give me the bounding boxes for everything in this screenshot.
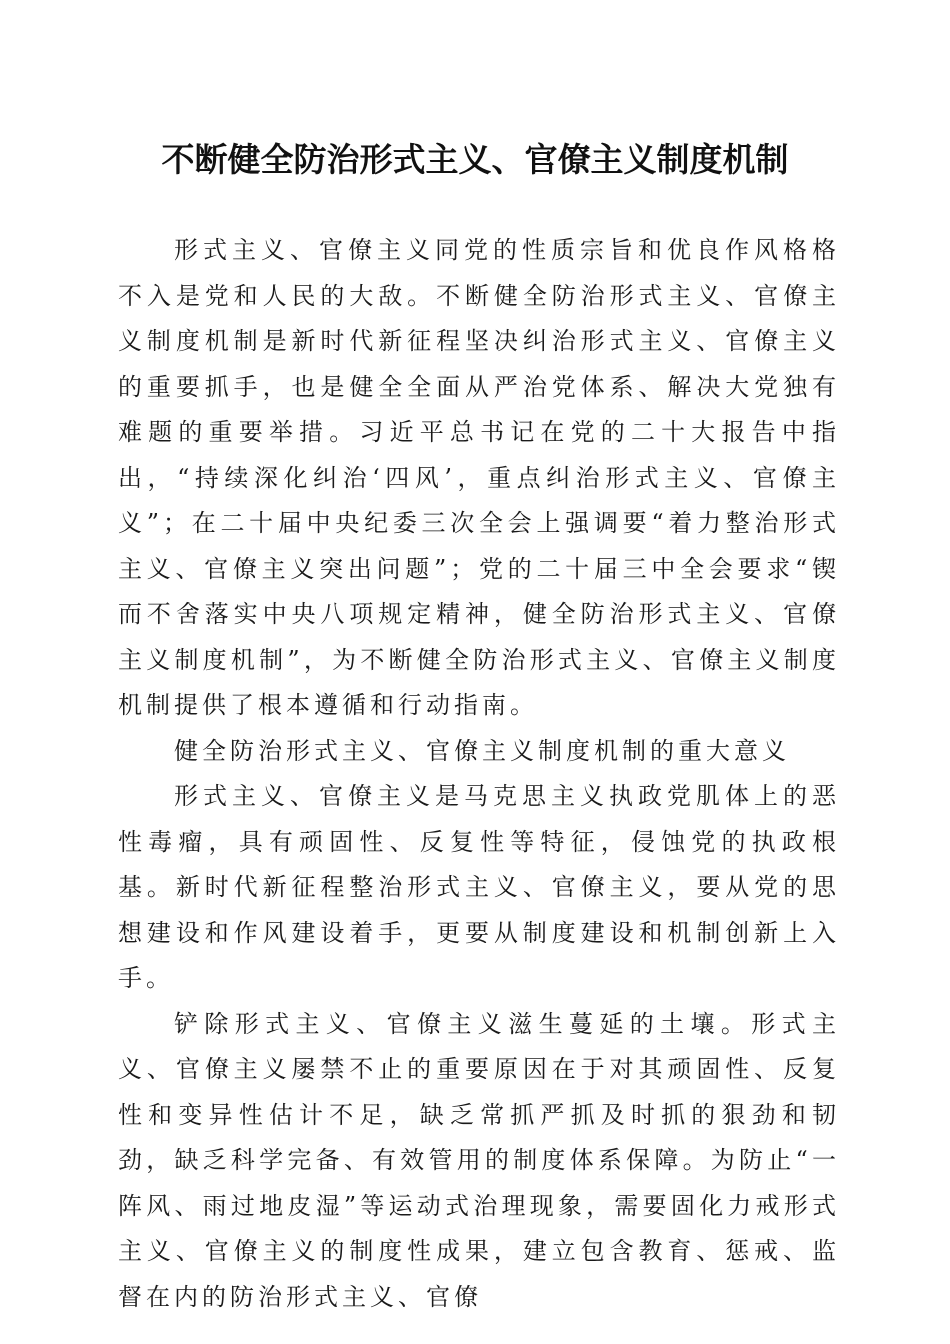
body-paragraph-3: 铲除形式主义、官僚主义滋生蔓延的土壤。形式主义、官僚主义屡禁不止的重要原因在于对其顽固性、反复性和变异性估计不足，缺乏常抓严抓及时抓的狠劲和韧劲，缺乏科学完备、有效管用的制度体系保障。为防止“一阵风、雨过地皮湿”等运动式治理现象，需要固化力戒形式主义、官僚主义的制度性成果，建立包含教育、惩戒、监督在内的防治形式主义、官僚: [118, 1009, 840, 1311]
body-paragraph-1: 形式主义、官僚主义同党的性质宗旨和优良作风格格不入是党和人民的大敌。不断健全防治形式主义、官僚主义制度机制是新时代新征程坚决纠治形式主义、官僚主义的重要抓手，也是健全全面从严治党体系、解决大党独有难题的重要举措。习近平总书记在党的二十大报告中指出，“持续深化纠治‘四风’，重点纠治形式主义、官僚主义”；在二十届中央纪委三次全会上强调要“着力整治形式主义、官僚主义突出问题”；党的二十届三中全会要求“锲而不舍落实中央八项规定精神，健全防治形式主义、官僚主义制度机制”，为不断健全防治形式主义、官僚主义制度机制提供了根本遵循和行动指南。: [118, 236, 840, 719]
document-body: [118, 228, 840, 1320]
body-paragraph-2: 形式主义、官僚主义是马克思主义执政党肌体上的恶性毒瘤，具有顽固性、反复性等特征，侵蚀党的执政根基。新时代新征程整治形式主义、官僚主义，要从党的思想建设和作风建设着手，更要从制度建设和机制创新上入手。: [118, 782, 840, 992]
document-title: 不断健全防治形式主义、官僚主义制度机制: [161, 140, 789, 179]
section-heading: 健全防治形式主义、官僚主义制度机制的重大意义: [174, 736, 790, 765]
